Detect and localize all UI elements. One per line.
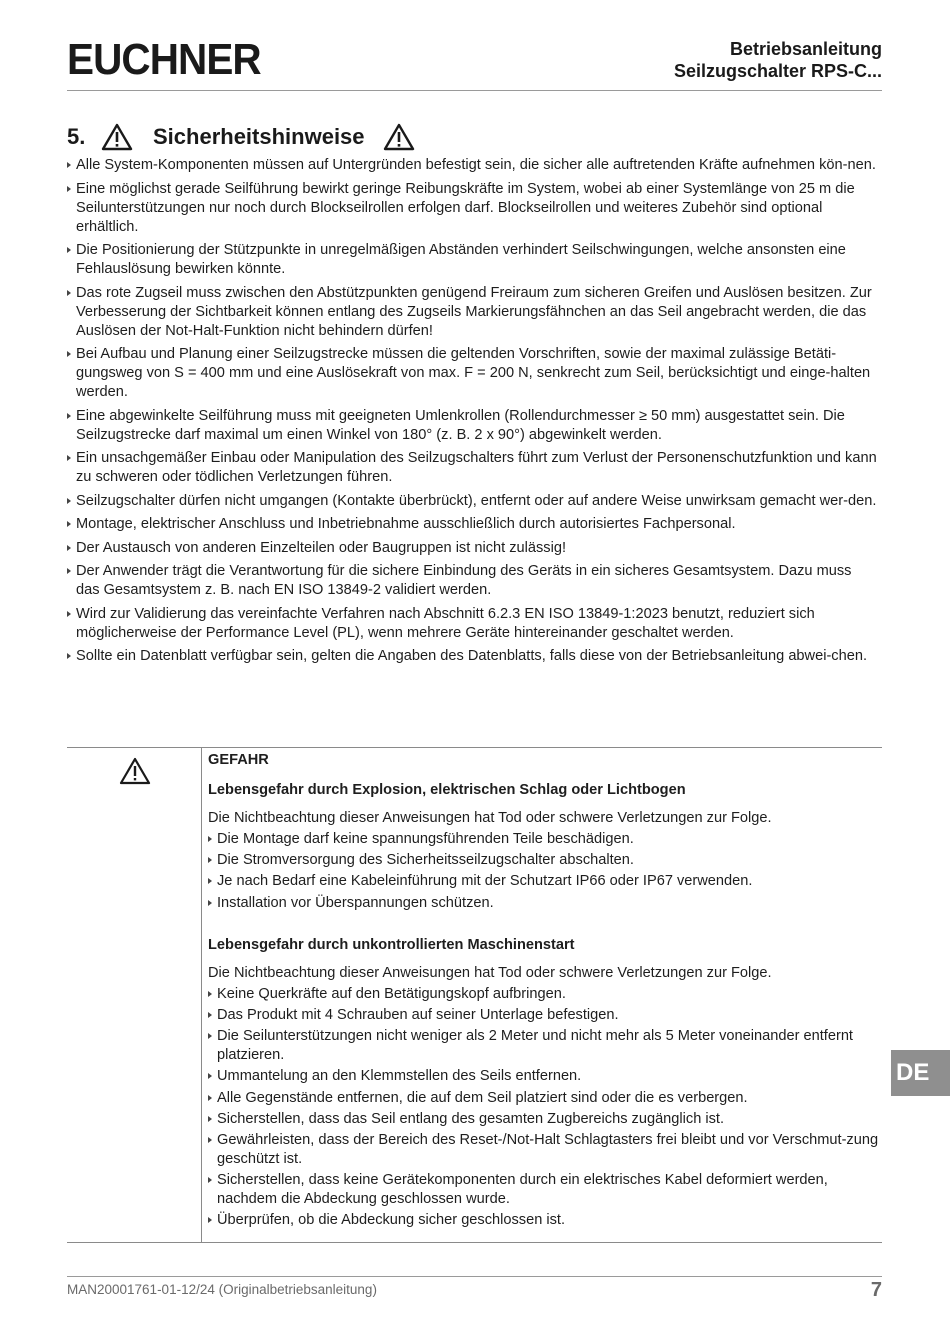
danger-content (208, 751, 880, 1232)
danger-notice-box (67, 747, 882, 1243)
list-item: Seilzugschalter dürfen nicht umgangen (Kontakte überbrückt), entfernt oder auf andere Weise unwirksam gemacht wer-den. (67, 492, 877, 511)
doc-type: Betriebsanleitung (729, 39, 882, 59)
warning-triangle-icon (383, 123, 415, 151)
document-id: MAN20001761-01-12/24 (Originalbetriebsanleitung) (67, 1282, 377, 1297)
list-item: Je nach Bedarf eine Kabeleinführung mit der Schutzart IP66 oder IP67 verwenden. (208, 872, 880, 891)
euchner-logo: EUCHNER (67, 35, 261, 84)
box-divider (201, 748, 202, 1242)
list-item: Die Seilunterstützungen nicht weniger als 2 Meter und nicht mehr als 5 Meter voneinander entfernt platzieren. (208, 1027, 880, 1065)
hazard-intro: Die Nichtbeachtung dieser Anweisungen hat Tod oder schwere Verletzungen zur Folge. (208, 810, 772, 826)
language-tab: DE (891, 1050, 950, 1096)
list-item: Wird zur Validierung das vereinfachte Verfahren nach Abschnitt 6.2.3 EN ISO 13849-1:2023 benutzt, reduziert sich möglicherweise der Performance Level (PL), wenn mehrere Geräte hintereinander geschaltet werden. (67, 605, 877, 643)
hazard-measures-list (208, 830, 880, 913)
list-item: Montage, elektrischer Anschluss und Inbetriebnahme ausschließlich durch autorisiertes Fachpersonal. (67, 515, 877, 534)
list-item: Die Positionierung der Stützpunkte in unregelmäßigen Abständen verhindert Seilschwingungen, welche ansonsten eine Fehlauslösung bewirken könnte. (67, 241, 877, 279)
list-item: Das Produkt mit 4 Schrauben auf seiner Unterlage befestigen. (208, 1006, 880, 1025)
list-item: Der Anwender trägt die Verantwortung für die sichere Einbindung des Geräts in ein sicheres Gesamtsystem. Dazu muss das Gesamtsystem z. B. nach EN ISO 13849-2 validiert werden. (67, 562, 877, 600)
warning-triangle-icon (101, 123, 133, 151)
hazard-title: Lebensgefahr durch Explosion, elektrischen Schlag oder Lichtbogen (208, 782, 686, 798)
safety-instructions-list (67, 156, 877, 671)
section-number: 5. (67, 124, 86, 149)
list-item: Eine abgewinkelte Seilführung muss mit geeigneten Umlenkrollen (Rollendurchmesser ≥ 50 mm) ausgestattet sein. Die Seilzugstrecke darf maximal um einen Winkel von 180° (z. B. 2 x 90°) abgewinkelt werden. (67, 407, 877, 445)
list-item: Die Stromversorgung des Sicherheitsseilzugschalter abschalten. (208, 851, 880, 870)
section-heading (67, 122, 435, 152)
section-title: Sicherheitshinweise (153, 124, 365, 149)
danger-label: GEFAHR (208, 752, 269, 768)
list-item: Gewährleisten, dass der Bereich des Reset-/Not-Halt Schlagtasters frei bleibt und vor Verschmut-zung geschützt ist. (208, 1131, 880, 1169)
list-item: Die Montage darf keine spannungsführenden Teile beschädigen. (208, 830, 880, 849)
list-item: Sicherstellen, dass keine Gerätekomponenten durch ein elektrisches Kabel deformiert werden, nachdem die Abdeckung geschlossen wurde. (208, 1171, 880, 1209)
hazard-title: Lebensgefahr durch unkontrollierten Maschinenstart (208, 936, 575, 953)
list-item: Alle Gegenstände entfernen, die auf dem Seil platziert sind oder die es verbergen. (208, 1089, 880, 1108)
list-item: Das rote Zugseil muss zwischen den Abstützpunkten genügend Freiraum zum sicheren Greifen und Auslösen besitzen. Zur Verbesserung der Sichtbarkeit können entlang des Zugseils Markierungsfähnchen an das Seil angebracht werden, die das Auslösen der Not-Halt-Funktion nicht behindern dürfen! (67, 284, 877, 341)
list-item: Überprüfen, ob die Abdeckung sicher geschlossen ist. (208, 1211, 880, 1230)
list-item: Alle System-Komponenten müssen auf Untergründen befestigt sein, die sicher alle auftretenden Kräfte aufnehmen kön-nen. (67, 156, 877, 175)
list-item: Sollte ein Datenblatt verfügbar sein, gelten die Angaben des Datenblatts, falls diese von der Betriebsanleitung abwei-chen. (67, 647, 877, 666)
list-item: Ein unsachgemäßer Einbau oder Manipulation des Seilzugschalters führt zum Verlust der Personenschutzfunktion und kann zu schweren oder tödlichen Verletzungen führen. (67, 449, 877, 487)
header-divider (67, 90, 882, 91)
list-item: Ummantelung an den Klemmstellen des Seils entfernen. (208, 1067, 880, 1086)
list-item: Eine möglichst gerade Seilführung bewirkt geringe Reibungskräfte im System, wobei ab einer Systemlänge von 25 m die Seilunterstützungen nur noch durch Blockseilrollen erfolgen darf. Blockseilrollen und weiteres Zubehör sind optional erhältlich. (67, 180, 877, 237)
hazard-intro: Die Nichtbeachtung dieser Anweisungen hat Tod oder schwere Verletzungen zur Folge. (208, 964, 772, 981)
document-header (674, 38, 882, 82)
list-item: Der Austausch von anderen Einzelteilen oder Baugruppen ist nicht zulässig! (67, 539, 877, 558)
page-number: 7 (870, 1279, 882, 1301)
list-item: Bei Aufbau und Planung einer Seilzugstrecke müssen die geltenden Vorschriften, sowie der maximal zulässige Betäti-gungsweg von S = 400 mm und eine Auslösekraft von max. F = 200 N, senkrecht zum Seil, berücksichtigt und einge-halten werden. (67, 345, 877, 402)
product-name: Seilzugschalter RPS-C... (673, 61, 882, 81)
list-item: Installation vor Überspannungen schützen. (208, 894, 880, 913)
warning-triangle-icon (119, 757, 151, 785)
hazard-measures-list (208, 985, 880, 1231)
list-item: Sicherstellen, dass das Seil entlang des gesamten Zugbereichs zugänglich ist. (208, 1110, 880, 1129)
footer-divider (67, 1276, 882, 1277)
list-item: Keine Querkräfte auf den Betätigungskopf aufbringen. (208, 985, 880, 1004)
